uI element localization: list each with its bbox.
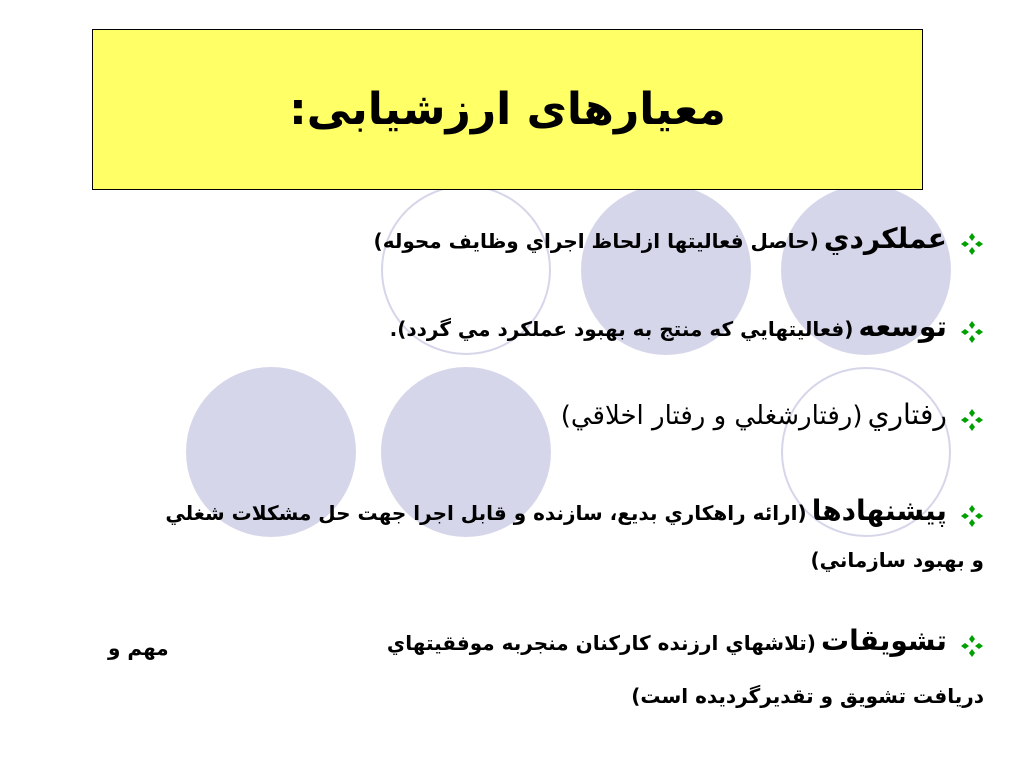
bullet-item-3 xyxy=(561,398,984,432)
bullet-heading: رفتاري xyxy=(867,398,947,431)
bullet-item-1 xyxy=(374,222,984,256)
bullet-continuation: دريافت تشويق و تقديرگرديده است) xyxy=(631,684,984,708)
title-box xyxy=(92,29,923,190)
bullet-item-5 xyxy=(387,624,984,658)
bullet-heading: تشويقات xyxy=(821,624,947,657)
four-diamond-icon xyxy=(960,232,984,256)
slide-title: معیارهای ارزشیابی: xyxy=(289,84,726,135)
bullet-description: (حاصل فعاليتها ازلحاظ اجراي وظايف محوله) xyxy=(373,229,819,253)
four-diamond-icon xyxy=(960,408,984,432)
bullet-description: (تلاشهاي ارزنده كاركنان منجربه موفقيتهاي xyxy=(386,631,816,655)
bullet-heading: عملكردي xyxy=(823,222,947,255)
four-diamond-icon xyxy=(960,504,984,528)
bullet-heading: توسعه xyxy=(858,310,947,343)
bullet-description: (ارائه راهكاري بديع، سازنده و قابل اجرا جهت حل مشكلات شغلي xyxy=(165,501,807,525)
bullet-description-end: مهم و xyxy=(108,636,169,660)
bullet-description: (فعاليتهايي كه منتج به بهبود عملكرد مي گردد). xyxy=(389,317,854,341)
four-diamond-icon xyxy=(960,634,984,658)
bullet-description: (رفتارشغلي و رفتار اخلاقي) xyxy=(560,401,863,431)
bullet-item-2 xyxy=(390,310,984,344)
bullet-heading: پيشنهادها xyxy=(811,494,947,527)
bullet-item-4 xyxy=(165,494,984,528)
four-diamond-icon xyxy=(960,320,984,344)
bullet-continuation: و بهبود سازماني) xyxy=(810,548,984,572)
